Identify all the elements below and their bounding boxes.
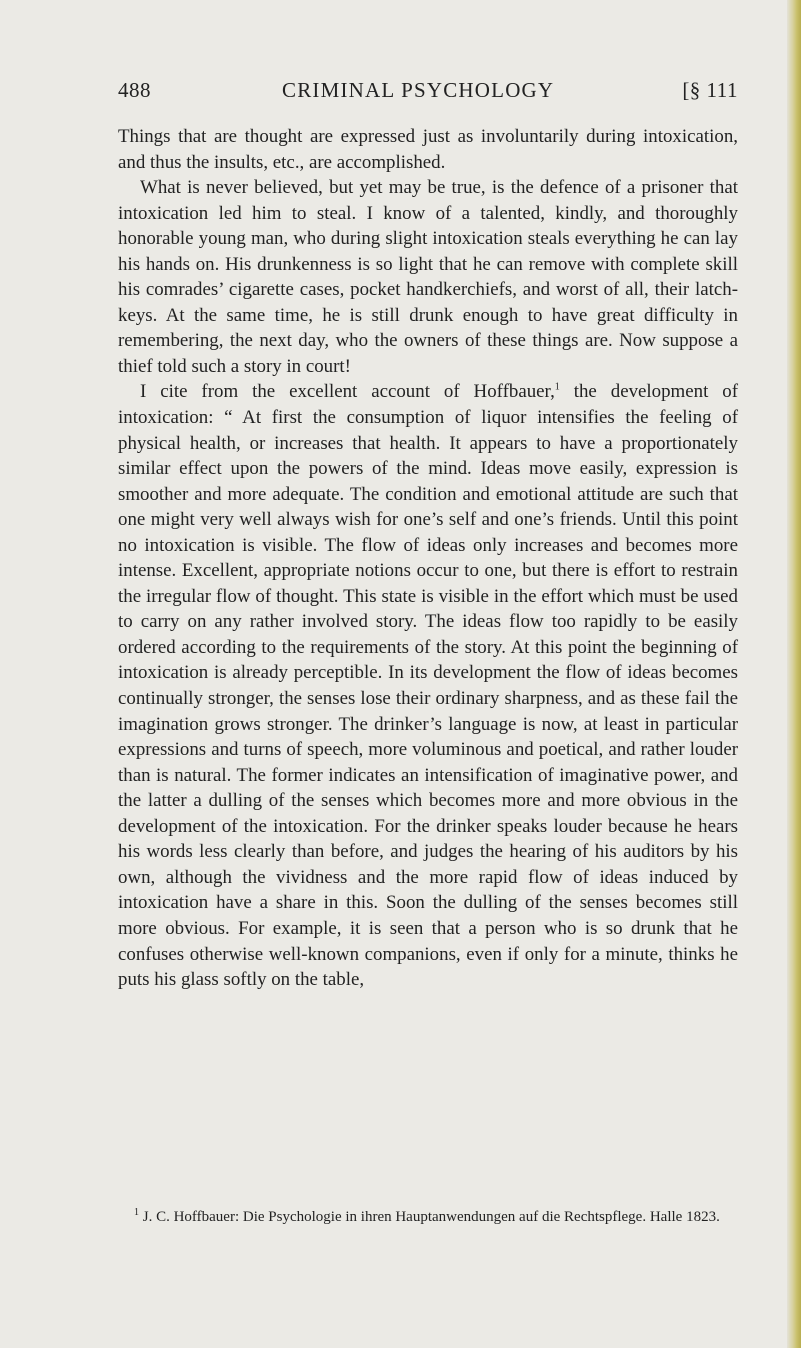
running-title: CRIMINAL PSYCHOLOGY — [282, 78, 555, 102]
footnote-text: J. C. Hoffbauer: Die Psychologie in ihren Hauptanwendungen auf die Rechtspflege. Halle 1823. — [139, 1209, 720, 1225]
paragraph-3-rest: the development of intoxication: “ At first the consumption of liquor intensifies the feeling of physical health, or increases that health. It appears to have a proportionately similar effect upon the powers of the mind. Ideas move easily, expression is smoother and more adequate. The condition and emotional attitude are such that one might very well always wish for one’s self and one’s friends. Until this point no intoxication is visible. The flow of ideas only increases and becomes more intense. Excellent, appropriate notions occur to one, but there is effort to restrain the irregular flow of thought. This state is visible in the effort which must be used to carry on any rather involved story. The ideas flow too rapidly to be easily ordered according to the requirements of the story. At this point the beginning of intoxication is already perceptible. In its development the flow of ideas becomes continually stronger, the senses lose their ordinary sharpness, and as these fail the imagination grows stronger. The drinker’s language is now, at least in particular expressions and turns of speech, more voluminous and poetical, and rather louder than is natural. The former indicates an intensification of imaginative power, and the latter a dulling of the senses which becomes more and more obvious in the development of the intoxication. For the drinker speaks louder because he hears his words less clearly than before, and judges the hearing of his auditors by his own, although the vividness and the more rapid flow of ideas induced by intoxication have a share in this. Soon the dulling of the senses becomes still more obvious. For example, it is seen that a person who is so drunk that he confuses otherwise well-known companions, even if only for a minute, thinks he puts his glass softly on the table, — [118, 381, 738, 991]
footnote-marker: 1 — [134, 1207, 139, 1218]
footnote — [118, 1207, 738, 1227]
paragraph-2: What is never believed, but yet may be true, is the defence of a prisoner that intoxication led him to steal. I know of a talented, kindly, and thoroughly honorable young man, who during slight intoxication steals everything he can lay his hands on. His drunkenness is so light that he can remove with complete skill his comrades’ cigarette cases, pocket handkerchiefs, and worst of all, their latch-keys. At the same time, he is still drunk enough to have great difficulty in remembering, the next day, who the owners of these things are. Now suppose a thief told such a story in court! — [118, 177, 738, 377]
page-number: 488 — [118, 78, 151, 102]
section-number: [§ 111 — [682, 78, 738, 102]
paragraph-3 — [118, 379, 738, 992]
body-text — [118, 124, 738, 993]
footnote-reference: 1 — [554, 382, 560, 394]
paragraph-1: Things that are thought are expressed just as involuntarily during intoxication, and thus the insults, etc., are accomplished. — [118, 126, 738, 173]
page-edge — [787, 0, 801, 1348]
running-header — [118, 78, 738, 112]
paragraph-3-start: I cite from the excellent account of Hoffbauer, — [140, 381, 555, 403]
